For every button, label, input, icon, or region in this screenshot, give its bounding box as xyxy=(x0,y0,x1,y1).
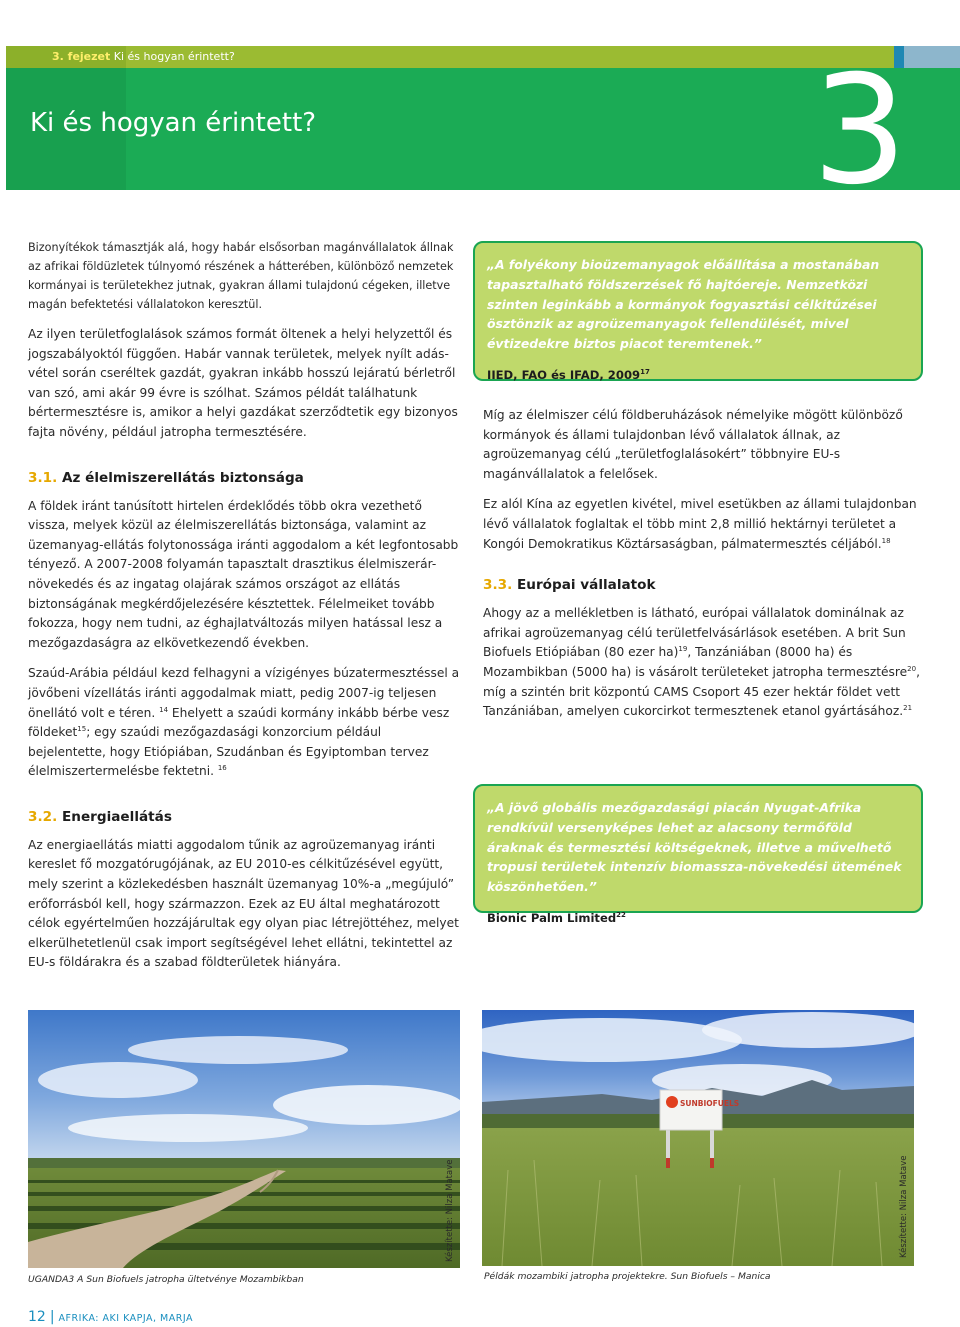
section-number: 3.1. xyxy=(28,469,58,486)
paragraph-european-b: , Tanzániában (8000 ha) és Mozambikban (5000 ha) is vásárolt területeket jatropha termesztésre xyxy=(483,645,908,679)
section-title: Európai vállalatok xyxy=(516,577,656,594)
paragraph-food-security xyxy=(28,497,460,654)
photo-credit: Készítette: Nilza Matave xyxy=(899,1155,909,1258)
footnote-ref: 21 xyxy=(903,704,913,713)
photo-caption: Példák mozambiki jatropha projektekre. Sun Biofuels – Manica xyxy=(484,1271,771,1282)
paragraph-china-text: Ez alól Kína az egyetlen kivétel, mivel esetükben az állami tulajdonban lévő vállalatok foglaltak el több mint 2,8 millió hektárnyi területet a Kongói Demokratikus Köztársaságban, pálmatermesztés céljából. xyxy=(483,497,917,551)
quote-text: „A jövő globális mezőgazdasági piacán Nyugat-Afrika rendkívül versenyképes lehet az alacsony termőföld áraknak és termesztési költségeknek, illetve a művelhető tropusi területek intenzív biomassza-növekedési ütemének köszönhetően.” xyxy=(487,800,902,895)
section-heading-3-2 xyxy=(28,808,460,826)
page-number: 12 xyxy=(28,1309,46,1325)
section-number: 3.2. xyxy=(28,808,58,825)
paragraph-food-security-a: A földek iránt tanúsított hirtelen érdeklődés több okra vezethető vissza, melyek közül az élelmiszerellátás biztonsága, valamint az üzemanyag-ellátás folytonossága iránti aggodalom a két legfontosabb tényező. xyxy=(28,498,459,572)
chapter-label: 3. fejezet xyxy=(52,50,111,63)
chapter-breadcrumb-title: Ki és hogyan érintett? xyxy=(113,50,235,63)
paragraph-eu-companies: Míg az élelmiszer célú földberuházások némelyike mögött különböző kormányok és állami tulajdonban lévő vállalatok állnak, az agroüzemanyag célú „területfoglalásokért” többnyire EU-s magánvállalatok a felelősek. xyxy=(483,408,903,481)
photo-sun-biofuels-sign xyxy=(482,1010,914,1266)
section-title: Az élelmiszerellátás biztonsága xyxy=(61,469,304,486)
footnote-ref: 22 xyxy=(616,911,626,920)
page-footer xyxy=(28,1309,193,1325)
section-heading-3-1 xyxy=(28,469,460,487)
running-title: AFRIKA: AKI KAPJA, MARJA xyxy=(58,1313,193,1324)
quote-source xyxy=(487,368,909,382)
footnote-ref: 17 xyxy=(640,368,650,377)
sign-field-illustration xyxy=(482,1010,914,1266)
footnote-ref: 15 xyxy=(77,725,87,734)
paragraph-saudi-c: ; egy szaúdi mezőgazdasági konzorcium például bejelentette, hogy Etiópiában, Szudánban és Egyiptomban tervez élelmiszertermelésbe fektetni. xyxy=(28,725,429,779)
footnote-ref: 18 xyxy=(881,536,891,545)
paragraph-saudi-a: Szaúd-Arábia például kezd felhagyni a vízigényes búzatermesztéssel a jövőbeni vízellátás iránti aggodalmak miatt, pedig 2007-ig teljesen önellátó volt e téren. xyxy=(28,666,460,720)
photo-jatropha-plantation xyxy=(28,1010,460,1268)
photo-caption: UGANDA3 A Sun Biofuels jatropha ültetvénye Mozambikban xyxy=(28,1274,304,1285)
quote-source-name: Bionic Palm Limited xyxy=(487,910,617,925)
quote-source-name: IIED, FAO és IFAD, 2009 xyxy=(487,367,641,382)
paragraph-european-companies xyxy=(483,604,923,722)
chapter-breadcrumb xyxy=(52,50,235,63)
quote-box-iied xyxy=(473,241,923,381)
section-number: 3.3. xyxy=(483,577,513,594)
quote-box-bionic-palm xyxy=(473,784,923,925)
section-title: Energiaellátás xyxy=(61,808,172,825)
quote-source xyxy=(487,911,909,925)
plantation-illustration xyxy=(28,1010,460,1268)
footnote-ref: 19 xyxy=(678,645,688,654)
left-column xyxy=(28,238,460,984)
footnote-ref: 14 xyxy=(159,705,169,714)
page-title: Ki és hogyan érintett? xyxy=(30,108,317,138)
paragraph-china xyxy=(483,495,923,554)
quote-text: „A folyékony bioüzemanyagok előállítása a mostanában tapasztalható földszerzések fő hajtóereje. Nemzetközi szinten leginkább a kormányok fogyasztási célkitűzései ösztönzik az agroüzemanyagok fellendülését, mivel évtizedekre biztos piacot teremtenek.” xyxy=(487,257,880,352)
right-column xyxy=(483,406,923,733)
paragraph-saudi-b: Ehelyett a szaúdi kormány inkább bérbe vesz földeket xyxy=(28,705,450,740)
header-band-lightblue-segment xyxy=(904,46,960,68)
chapter-number: 3 xyxy=(812,44,904,218)
footnote-ref: 20 xyxy=(907,664,917,673)
paragraph-european-c: , míg a szintén brit központú CAMS Csoport 45 ezer hektár földet vett Tanzániában, amelyen cukorcirkot termesztenek etanol gyártásához. xyxy=(483,664,920,719)
paragraph-saudi xyxy=(28,664,460,782)
sign-text: SUNBIOFUELS xyxy=(680,1099,740,1108)
paragraph-energy: Az energiaellátás miatti aggodalom tűnik az agroüzemanyag iránti kereslet fő mozgatórugójának, az EU 2010-es célkitűzésével együtt, mely szerint a közlekedésben használt üzemanyag 10%-a „megújuló” erőforrásból kell, hogy származzon. Ezek az EU által meghatározott célok egyértelműen hozzájárultak egy olyan piac létrejöttéhez, melyet elkerülhetetlenül csak import segítségével lehet ellátni, tekintettel az EU-s földárakra és a szabad földterületek hiányára. xyxy=(28,837,459,970)
paragraph-food-security-b: A 2007-2008 folyamán tapasztalt drasztikus élelmiszerár-növekedés és az ingatag olajárak számos országot az ellátás biztonságának megkérdőjelezésére késztettek. Félelmeiket tovább fokozza, hogy nem tudni, az éghajlatváltozás milyen hatással lesz a mezőgazdaságra az elkövetkezendő években. xyxy=(28,557,443,650)
footer-divider: | xyxy=(49,1309,55,1325)
intro-paragraph: Bizonyítékok támasztják alá, hogy habár elsősorban magánvállalatok állnak az afrikai földüzletek túlnyomó részének a hátterében, különböző nemzetek kormányai is területekhez jutnak, gyakran állami tulajdonú cégeken, illetve magán befektetési vállalatokon keresztül. xyxy=(28,241,454,311)
paragraph-forms: Az ilyen területfoglalások számos formát öltenek a helyi helyzettől és jogszabályoktól függően. Habár vannak területek, melyek nyílt adás-vétel során cseréltek gazdát, gyakran inkább hosszú lejáratú bérletről van szó, ami akár 99 évre is szólhat. Számos példát találhatunk bértermesztésre is, amikor a helyi gazdákat szerződtetik egy bizonyos fajta növény, például jatropha termesztésére. xyxy=(28,327,458,439)
section-heading-3-3 xyxy=(483,576,923,594)
footnote-ref: 16 xyxy=(217,764,227,773)
photo-credit: Készítette: Nilza Matave xyxy=(445,1159,455,1262)
paragraph-european-a: Ahogy az a mellékletben is látható, európai vállalatok dominálnak az afrikai agroüzemanyag célú területfelvásárlások esetében. A brit Sun Biofuels Etiópiában (80 ezer ha) xyxy=(483,606,906,660)
